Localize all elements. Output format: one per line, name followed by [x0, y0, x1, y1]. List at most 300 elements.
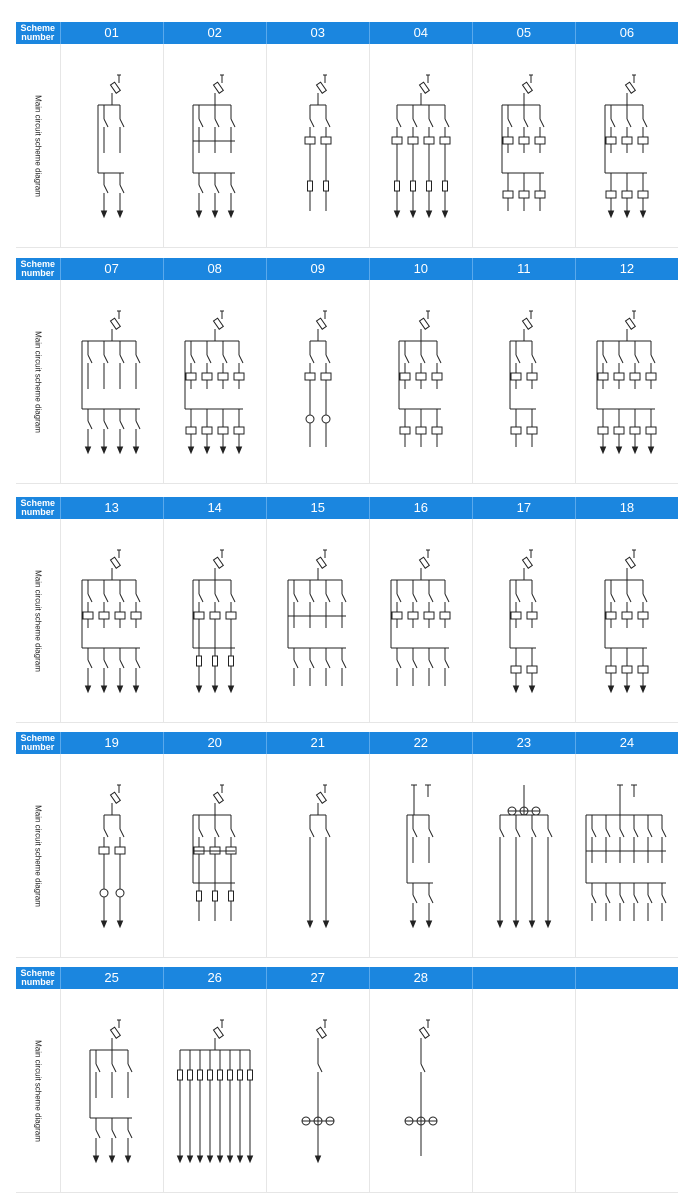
breaker-box	[408, 137, 418, 144]
breaker-box	[511, 373, 521, 380]
lower-switch	[310, 660, 314, 668]
fuse-element	[248, 1070, 253, 1080]
scheme-diagram-cell	[164, 519, 267, 722]
ct-symbol	[322, 415, 330, 423]
circuit-drawing	[90, 1020, 132, 1162]
scheme-diagram	[62, 536, 162, 706]
lower-breaker	[622, 191, 632, 198]
scheme-number: 26	[163, 967, 266, 989]
scheme-diagram	[62, 771, 162, 941]
feeder-switch	[548, 829, 552, 837]
lower-switch	[136, 421, 140, 429]
scheme-diagram-cell	[61, 280, 164, 483]
scheme-number: 12	[575, 258, 678, 280]
lower-breaker	[234, 427, 244, 434]
lower-switch	[104, 185, 108, 193]
header-label-line2: number	[21, 977, 55, 987]
main-switch	[316, 557, 326, 568]
breaker-box	[392, 137, 402, 144]
scheme-diagram	[165, 1006, 265, 1176]
outgoing-arrow	[641, 686, 646, 692]
fuse-element	[198, 1070, 203, 1080]
breaker-box	[646, 373, 656, 380]
header-label	[16, 497, 60, 519]
outgoing-arrow	[118, 211, 123, 217]
lower-switch	[215, 185, 219, 193]
main-switch	[110, 792, 120, 803]
main-switch	[419, 318, 429, 329]
feeder-switch	[421, 1064, 425, 1072]
feeder-switch	[648, 829, 652, 837]
lower-breaker	[614, 427, 624, 434]
scheme-block	[16, 22, 678, 248]
lower-fuse	[229, 656, 234, 666]
header-label	[16, 258, 60, 280]
lower-breaker	[186, 427, 196, 434]
scheme-diagram-cell	[576, 280, 678, 483]
breaker-box	[440, 612, 450, 619]
header-row	[16, 967, 678, 989]
breaker-box	[305, 137, 315, 144]
scheme-number: 22	[369, 732, 472, 754]
lower-breaker	[416, 427, 426, 434]
header-label-line1: Scheme	[20, 498, 56, 508]
lower-breaker	[527, 427, 537, 434]
outgoing-arrow	[86, 686, 91, 692]
outgoing-arrow	[609, 686, 614, 692]
lower-switch	[199, 185, 203, 193]
breaker-box	[392, 612, 402, 619]
outgoing-arrow	[208, 1156, 213, 1162]
outgoing-arrow	[178, 1156, 183, 1162]
outgoing-arrow	[427, 921, 432, 927]
ct-symbol	[100, 889, 108, 897]
outgoing-arrow	[649, 447, 654, 453]
feeder-switch	[318, 1064, 322, 1072]
scheme-block	[16, 967, 678, 1193]
lower-breaker	[432, 427, 442, 434]
circuit-drawing	[82, 311, 140, 453]
main-switch	[625, 318, 635, 329]
main-switch	[625, 82, 635, 93]
fuse-element	[228, 1070, 233, 1080]
side-label	[16, 754, 61, 957]
outgoing-arrow	[218, 1156, 223, 1162]
lower-breaker	[511, 666, 521, 673]
scheme-diagram	[371, 1006, 471, 1176]
feeder-switch	[104, 355, 108, 363]
header-label-line1: Scheme	[20, 23, 56, 33]
scheme-diagram-cell	[473, 280, 576, 483]
lower-switch	[112, 1130, 116, 1138]
scheme-diagram	[577, 771, 677, 941]
fuse-element	[238, 1070, 243, 1080]
header-label-line1: Scheme	[20, 968, 56, 978]
lower-breaker	[202, 427, 212, 434]
scheme-number: 09	[266, 258, 369, 280]
breaker-box	[606, 137, 616, 144]
outgoing-arrow	[633, 447, 638, 453]
outgoing-arrow	[617, 447, 622, 453]
main-switch	[522, 82, 532, 93]
outgoing-arrow	[530, 686, 535, 692]
breaker-box	[416, 373, 426, 380]
lower-switch	[104, 660, 108, 668]
scheme-number	[575, 967, 678, 989]
outgoing-arrow	[126, 1156, 131, 1162]
outgoing-arrow	[102, 447, 107, 453]
side-label-text: Main circuit scheme diagram	[33, 1039, 43, 1142]
outgoing-arrow	[625, 211, 630, 217]
scheme-number: 04	[369, 22, 472, 44]
main-switch	[419, 82, 429, 93]
breaker-box	[440, 137, 450, 144]
breaker-box	[99, 612, 109, 619]
scheme-diagram	[371, 61, 471, 231]
header-label-line1: Scheme	[20, 733, 56, 743]
circuit-drawing	[391, 550, 450, 686]
main-switch	[110, 1027, 120, 1038]
circuit-drawing	[178, 1020, 253, 1162]
breaker-box	[115, 847, 125, 854]
scheme-number	[472, 967, 575, 989]
feeder-switch	[120, 119, 124, 127]
scheme-diagram-cell	[61, 989, 164, 1192]
lower-switch	[429, 660, 433, 668]
lower-breaker	[519, 191, 529, 198]
scheme-diagram-cell	[164, 989, 267, 1192]
feeder-switch	[136, 355, 140, 363]
outgoing-arrow	[601, 447, 606, 453]
scheme-diagram-cell	[473, 519, 576, 722]
breaker-box	[83, 612, 93, 619]
lower-switch	[326, 660, 330, 668]
lower-switch	[342, 660, 346, 668]
feeder-switch	[606, 829, 610, 837]
main-switch	[316, 82, 326, 93]
outgoing-arrow	[228, 1156, 233, 1162]
lower-breaker	[646, 427, 656, 434]
lower-switch	[120, 660, 124, 668]
outgoing-arrow	[609, 211, 614, 217]
scheme-diagram-cell	[576, 44, 678, 247]
fuse-element	[208, 1070, 213, 1080]
main-switch	[213, 82, 223, 93]
lower-fuse	[395, 181, 400, 191]
side-label	[16, 989, 61, 1192]
lower-fuse	[308, 181, 313, 191]
side-label-text: Main circuit scheme diagram	[33, 569, 43, 672]
breaker-box	[606, 612, 616, 619]
outgoing-arrow	[205, 447, 210, 453]
outgoing-arrow	[308, 921, 313, 927]
breaker-box	[234, 373, 244, 380]
feeder-switch	[128, 1064, 132, 1072]
feeder-switch	[634, 829, 638, 837]
breaker-box	[202, 373, 212, 380]
feeder-switch	[413, 829, 417, 837]
circuit-drawing	[82, 550, 141, 692]
scheme-diagram	[62, 61, 162, 231]
scheme-diagram	[371, 297, 471, 467]
lower-fuse	[229, 891, 234, 901]
main-switch	[419, 557, 429, 568]
lower-fuse	[213, 891, 218, 901]
feeder-switch	[215, 119, 219, 127]
feeder-switch	[532, 829, 536, 837]
header-label	[16, 22, 60, 44]
circuit-drawing	[288, 550, 346, 686]
main-switch	[110, 557, 120, 568]
outgoing-arrow	[530, 921, 535, 927]
lower-switch	[104, 421, 108, 429]
scheme-diagram-cell	[164, 754, 267, 957]
breaker-box	[218, 373, 228, 380]
scheme-number: 14	[163, 497, 266, 519]
scheme-number: 16	[369, 497, 472, 519]
diagram-row	[16, 519, 678, 723]
outgoing-arrow	[134, 447, 139, 453]
scheme-diagram-cell	[370, 754, 473, 957]
breaker-box	[194, 612, 204, 619]
outgoing-arrow	[102, 211, 107, 217]
lower-switch	[413, 895, 417, 903]
outgoing-arrow	[213, 686, 218, 692]
lower-fuse	[324, 181, 329, 191]
feeder-switch	[342, 594, 346, 602]
feeder-switch	[294, 594, 298, 602]
scheme-diagram-cell	[370, 280, 473, 483]
outgoing-arrow	[641, 211, 646, 217]
lower-switch	[120, 185, 124, 193]
outgoing-arrow	[238, 1156, 243, 1162]
outgoing-arrow	[94, 1156, 99, 1162]
scheme-number: 11	[472, 258, 575, 280]
breaker-box	[210, 612, 220, 619]
lower-switch	[88, 421, 92, 429]
scheme-diagram	[62, 297, 162, 467]
breaker-box	[527, 612, 537, 619]
outgoing-arrow	[229, 211, 234, 217]
scheme-number: 07	[60, 258, 163, 280]
header-label-line2: number	[21, 507, 55, 517]
breaker-box	[321, 137, 331, 144]
outgoing-arrow	[102, 921, 107, 927]
scheme-diagram-cell	[576, 519, 678, 722]
breaker-box	[638, 137, 648, 144]
lower-breaker	[606, 666, 616, 673]
circuit-drawing	[510, 311, 537, 447]
breaker-box	[115, 612, 125, 619]
scheme-diagram-cell	[473, 989, 576, 1192]
outgoing-arrow	[427, 211, 432, 217]
breaker-box	[400, 373, 410, 380]
lower-switch	[648, 895, 652, 903]
lower-switch	[88, 660, 92, 668]
breaker-box	[424, 612, 434, 619]
circuit-drawing	[302, 1020, 334, 1162]
scheme-diagram-cell	[164, 44, 267, 247]
outgoing-arrow	[197, 686, 202, 692]
scheme-diagram	[165, 536, 265, 706]
ct-symbol	[116, 889, 124, 897]
circuit-drawing	[405, 1020, 437, 1156]
breaker-box	[305, 373, 315, 380]
scheme-diagram-cell	[576, 989, 678, 1192]
header-label-line2: number	[21, 32, 55, 42]
outgoing-arrow	[188, 1156, 193, 1162]
scheme-number: 05	[472, 22, 575, 44]
lower-fuse	[411, 181, 416, 191]
feeder-switch	[199, 119, 203, 127]
scheme-diagram-cell	[473, 44, 576, 247]
scheme-diagram-cell	[267, 989, 370, 1192]
circuit-drawing	[98, 75, 124, 217]
side-label-text: Main circuit scheme diagram	[33, 804, 43, 907]
scheme-block	[16, 258, 678, 484]
side-label-text: Main circuit scheme diagram	[33, 330, 43, 433]
outgoing-arrow	[221, 447, 226, 453]
scheme-number: 28	[369, 967, 472, 989]
feeder-switch	[500, 829, 504, 837]
scheme-diagram-cell	[370, 44, 473, 247]
scheme-number: 15	[266, 497, 369, 519]
circuit-drawing	[597, 311, 656, 453]
main-switch	[213, 318, 223, 329]
circuit-drawing	[399, 311, 442, 447]
lower-breaker	[638, 666, 648, 673]
breaker-box	[638, 612, 648, 619]
lower-switch	[294, 660, 298, 668]
scheme-number: 18	[575, 497, 678, 519]
fuse-element	[178, 1070, 183, 1080]
lower-switch	[429, 895, 433, 903]
scheme-diagram-cell	[61, 519, 164, 722]
circuit-drawing	[498, 785, 553, 927]
outgoing-arrow	[86, 447, 91, 453]
scheme-diagram	[371, 771, 471, 941]
lower-fuse	[443, 181, 448, 191]
breaker-box	[408, 612, 418, 619]
breaker-box	[622, 137, 632, 144]
scheme-diagram	[165, 61, 265, 231]
lower-breaker	[400, 427, 410, 434]
outgoing-arrow	[229, 686, 234, 692]
circuit-drawing	[510, 550, 537, 692]
header-label-line2: number	[21, 742, 55, 752]
scheme-number: 20	[163, 732, 266, 754]
lower-switch	[592, 895, 596, 903]
scheme-diagram	[268, 297, 368, 467]
scheme-number: 13	[60, 497, 163, 519]
lower-fuse	[197, 656, 202, 666]
scheme-diagram-cell	[576, 754, 678, 957]
scheme-number: 21	[266, 732, 369, 754]
outgoing-arrow	[189, 447, 194, 453]
scheme-diagram-cell	[267, 280, 370, 483]
scheme-diagram	[577, 61, 677, 231]
outgoing-arrow	[498, 921, 503, 927]
lower-switch	[634, 895, 638, 903]
feeder-switch	[104, 119, 108, 127]
circuit-drawing	[407, 785, 433, 927]
circuit-drawing	[305, 75, 331, 211]
circuit-drawing	[193, 785, 236, 921]
breaker-box	[432, 373, 442, 380]
fuse-element	[188, 1070, 193, 1080]
outgoing-arrow	[102, 686, 107, 692]
lower-breaker	[503, 191, 513, 198]
lower-switch	[96, 1130, 100, 1138]
breaker-box	[598, 373, 608, 380]
lower-breaker	[527, 666, 537, 673]
feeder-switch	[310, 829, 314, 837]
outgoing-arrow	[198, 1156, 203, 1162]
fuse-element	[218, 1070, 223, 1080]
header-row	[16, 258, 678, 280]
header-label	[16, 967, 60, 989]
scheme-diagram-cell	[267, 754, 370, 957]
lower-breaker	[511, 427, 521, 434]
feeder-switch	[88, 355, 92, 363]
outgoing-arrow	[316, 1156, 321, 1162]
main-switch	[316, 792, 326, 803]
scheme-diagram-cell	[473, 754, 576, 957]
scheme-diagram	[62, 1006, 162, 1176]
feeder-switch	[516, 829, 520, 837]
outgoing-arrow	[197, 211, 202, 217]
outgoing-arrow	[395, 211, 400, 217]
circuit-drawing	[605, 75, 648, 217]
scheme-number: 08	[163, 258, 266, 280]
scheme-diagram	[268, 536, 368, 706]
scheme-diagram	[165, 771, 265, 941]
main-switch	[625, 557, 635, 568]
breaker-box	[511, 612, 521, 619]
circuit-drawing	[185, 311, 244, 453]
header-label-line1: Scheme	[20, 259, 56, 269]
circuit-drawing	[308, 785, 331, 927]
circuit-drawing	[605, 550, 648, 692]
breaker-box	[226, 612, 236, 619]
breaker-box	[614, 373, 624, 380]
diagram-row	[16, 754, 678, 958]
main-switch	[213, 792, 223, 803]
lower-switch	[231, 185, 235, 193]
scheme-diagram-cell	[61, 754, 164, 957]
diagram-row	[16, 989, 678, 1193]
feeder-switch	[120, 355, 124, 363]
lower-switch	[445, 660, 449, 668]
lower-fuse	[197, 891, 202, 901]
breaker-box	[186, 373, 196, 380]
scheme-diagram	[268, 771, 368, 941]
main-switch	[213, 1027, 223, 1038]
breaker-box	[99, 847, 109, 854]
scheme-diagram	[371, 536, 471, 706]
scheme-diagram	[577, 297, 677, 467]
outgoing-arrow	[118, 686, 123, 692]
scheme-diagram	[577, 536, 677, 706]
outgoing-arrow	[118, 921, 123, 927]
scheme-number: 19	[60, 732, 163, 754]
lower-switch	[397, 660, 401, 668]
main-switch	[419, 1027, 429, 1038]
breaker-box	[519, 137, 529, 144]
scheme-number: 25	[60, 967, 163, 989]
outgoing-arrow	[514, 921, 519, 927]
circuit-drawing	[193, 550, 236, 692]
